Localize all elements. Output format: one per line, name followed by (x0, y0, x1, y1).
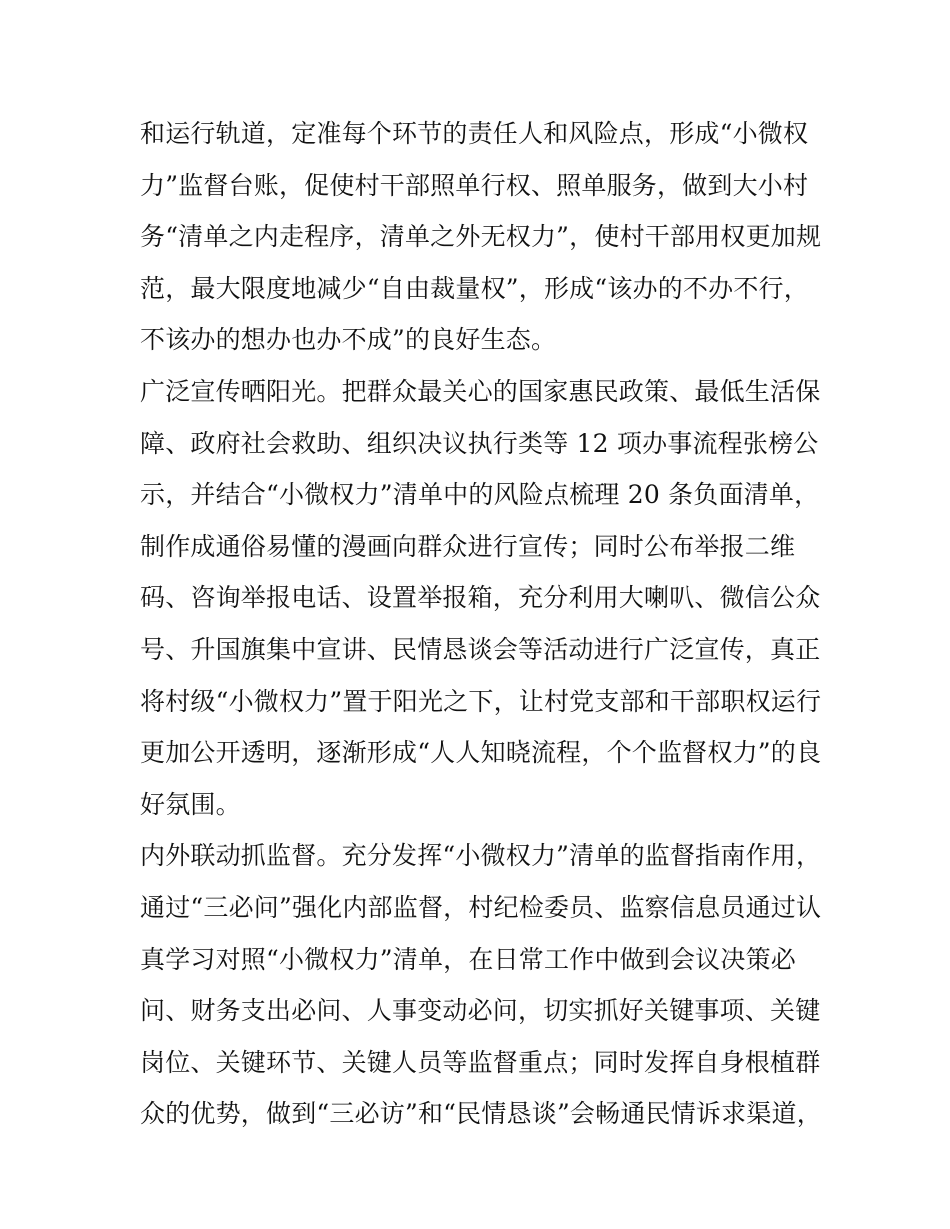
text-line: 更加公开透明，逐渐形成“人人知晓流程，个个监督权力”的良 (140, 738, 822, 768)
text-line: 示，并结合“小微权力”清单中的风险点梳理 20 条负面清单， (140, 480, 820, 510)
text-line: 号、升国旗集中宣讲、民情恳谈会等活动进行广泛宣传，真正 (140, 634, 821, 664)
text-line: 通过“三必问”强化内部监督，村纪检委员、监察信息员通过认 (140, 892, 822, 922)
text-line: 将村级“小微权力”置于阳光之下，让村党支部和干部职权运行 (140, 686, 822, 716)
text-line: 内外联动抓监督。充分发挥“小微权力”清单的监督指南作用， (140, 841, 822, 871)
text-line: 好氛围。 (140, 789, 241, 819)
text-line: 务“清单之内走程序，清单之外无权力”，使村干部用权更加规 (140, 222, 822, 252)
text-line: 障、政府社会救助、组织决议执行类等 12 项办事流程张榜公 (140, 428, 819, 458)
text-line: 制作成通俗易懂的漫画向群众进行宣传；同时公布举报二维 (140, 531, 796, 561)
text-line: 众的优势，做到“三必访”和“民情恳谈”会畅通民情诉求渠道， (140, 1099, 822, 1129)
text-line: 和运行轨道，定准每个环节的责任人和风险点，形成“小微权 (140, 119, 809, 148)
text-line: 问、财务支出必问、人事变动必问，切实抓好关键事项、关键 (140, 996, 821, 1026)
text-line: 不该办的想办也办不成”的良好生态。 (140, 325, 557, 355)
text-line: 范，最大限度地减少“自由裁量权”，形成“该办的不办不行， (140, 273, 809, 303)
text-line: 广泛宣传晒阳光。把群众最关心的国家惠民政策、最低生活保 (140, 376, 821, 406)
text-line: 真学习对照“小微权力”清单，在日常工作中做到会议决策必 (140, 944, 796, 974)
text-line: 力”监督台账，促使村干部照单行权、照单服务，做到大小村 (140, 170, 809, 200)
text-line: 岗位、关键环节、关键人员等监督重点；同时发挥自身根植群 (140, 1047, 821, 1077)
body-text (140, 108, 820, 1140)
text-line: 码、咨询举报电话、设置举报箱，充分利用大喇叭、微信公众 (140, 583, 821, 613)
